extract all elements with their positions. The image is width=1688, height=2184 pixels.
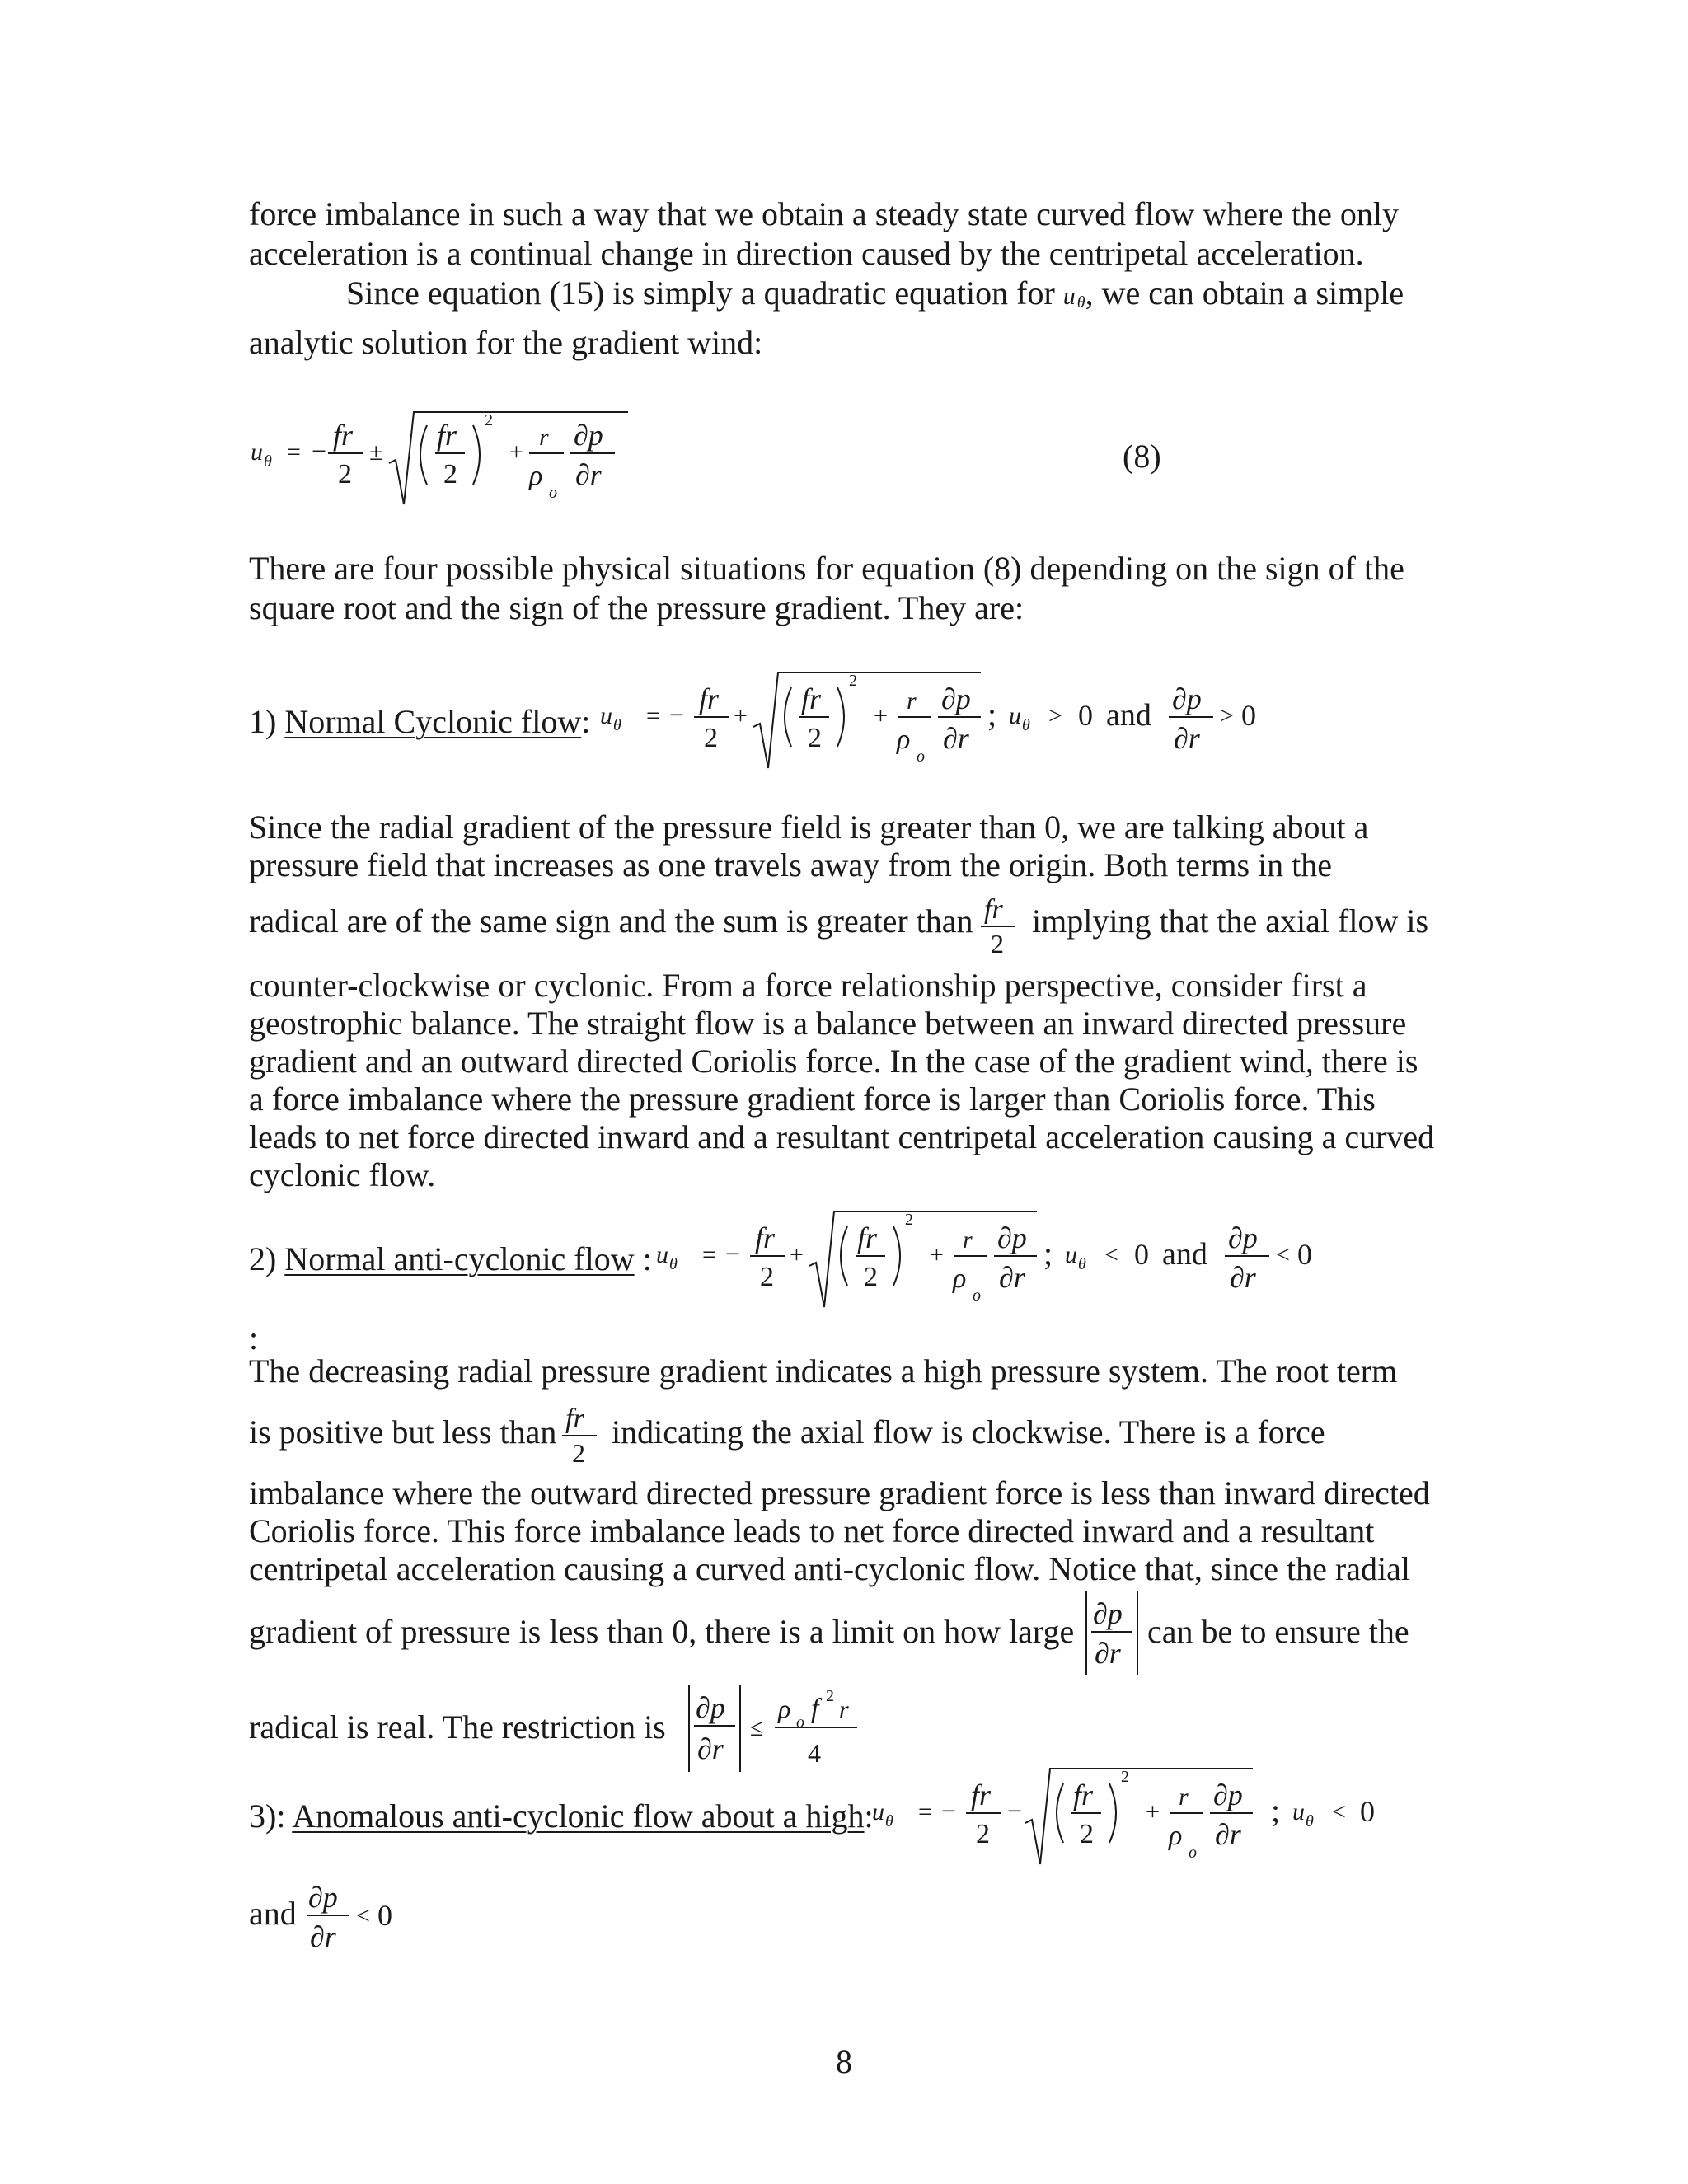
svg-text:0: 0 bbox=[1360, 1795, 1375, 1828]
equation-case-3 bbox=[872, 1755, 1391, 1871]
svg-text:+: + bbox=[874, 702, 888, 729]
svg-text:∂p: ∂p bbox=[308, 1881, 338, 1914]
svg-text:0: 0 bbox=[1241, 699, 1256, 732]
paragraph-line: acceleration is a continual change in direction caused by the centripetal acceleration. bbox=[249, 235, 1364, 272]
paragraph-line: gradient and an outward directed Coriolis force. In the case of the gradient wind, there is bbox=[249, 1043, 1418, 1080]
svg-text:2: 2 bbox=[976, 1819, 990, 1849]
svg-text:<: < bbox=[1104, 1241, 1118, 1268]
svg-text:o: o bbox=[549, 484, 557, 502]
paragraph-line: and bbox=[249, 1895, 297, 1932]
svg-text:u: u bbox=[1292, 1798, 1305, 1825]
paragraph-line: geostrophic balance. The straight flow is a balance between an inward directed pressure bbox=[249, 1005, 1407, 1042]
svg-text:r: r bbox=[1179, 1783, 1189, 1811]
equation-case-1 bbox=[600, 659, 1276, 775]
svg-text:∂r: ∂r bbox=[943, 722, 969, 755]
svg-text:<: < bbox=[356, 1902, 370, 1929]
svg-text:2: 2 bbox=[760, 1262, 774, 1292]
svg-text:2: 2 bbox=[905, 1211, 913, 1229]
svg-text:r: r bbox=[839, 1696, 849, 1723]
svg-text:θ: θ bbox=[1022, 716, 1030, 734]
svg-text:>: > bbox=[1048, 702, 1062, 729]
inline-abs-dp-dr bbox=[1081, 1587, 1144, 1678]
restriction-inequality bbox=[684, 1678, 882, 1785]
svg-text:2: 2 bbox=[864, 1262, 878, 1292]
paragraph-line: pressure field that increases as one travels away from the origin. Both terms in the bbox=[249, 846, 1333, 883]
paragraph-line: a force imbalance where the pressure gradient force is larger than Coriolis force. This bbox=[249, 1080, 1376, 1118]
svg-text:+: + bbox=[930, 1241, 944, 1268]
svg-text:o: o bbox=[917, 748, 925, 766]
svg-text:2: 2 bbox=[849, 672, 857, 690]
svg-text:∂r: ∂r bbox=[310, 1920, 336, 1953]
svg-text:fr: fr bbox=[699, 682, 720, 715]
svg-text:fr: fr bbox=[1073, 1779, 1094, 1811]
svg-text:;: ; bbox=[1271, 1792, 1281, 1829]
paragraph-line: square root and the sign of the pressure gradient. They are: bbox=[249, 589, 1025, 626]
svg-text:fr: fr bbox=[333, 419, 354, 452]
svg-text:u: u bbox=[251, 438, 263, 466]
svg-text:and: and bbox=[1162, 1237, 1207, 1272]
svg-text:ρ: ρ bbox=[897, 724, 911, 755]
paragraph-line: leads to net force directed inward and a resultant centripetal acceleration causing a curved bbox=[249, 1118, 1435, 1155]
paragraph-line: counter-clockwise or cyclonic. From a force relationship perspective, consider first a bbox=[249, 967, 1367, 1004]
svg-text:2: 2 bbox=[572, 1438, 585, 1468]
svg-text:∂r: ∂r bbox=[1215, 1818, 1241, 1851]
svg-text:fr: fr bbox=[565, 1404, 584, 1434]
inline-fraction-fr-over-2 bbox=[979, 885, 1020, 959]
svg-text:fr: fr bbox=[437, 419, 457, 452]
svg-text:2: 2 bbox=[338, 459, 352, 490]
svg-text:0: 0 bbox=[1297, 1238, 1312, 1271]
svg-text:∂p: ∂p bbox=[1172, 682, 1202, 715]
svg-text:0: 0 bbox=[1078, 699, 1093, 732]
svg-text:+: + bbox=[1146, 1798, 1160, 1825]
paragraph-line: cyclonic flow. bbox=[249, 1156, 436, 1193]
svg-text:−: − bbox=[312, 436, 327, 466]
svg-text:θ: θ bbox=[1306, 1812, 1314, 1830]
svg-text:=: = bbox=[287, 438, 301, 466]
svg-text:>: > bbox=[1220, 702, 1234, 729]
inline-fraction-fr-over-2 bbox=[560, 1394, 602, 1469]
svg-text:∂r: ∂r bbox=[697, 1732, 724, 1765]
case-3-heading: 3): Anomalous anti-cyclonic flow about a high: bbox=[249, 1797, 874, 1835]
svg-text:∂p: ∂p bbox=[696, 1691, 725, 1724]
svg-text:r: r bbox=[539, 424, 549, 451]
paragraph-line: analytic solution for the gradient wind: bbox=[249, 324, 763, 361]
equation-number: (8) bbox=[1123, 438, 1161, 475]
paragraph-line: indicating the axial flow is clockwise. There is a force bbox=[612, 1413, 1325, 1451]
svg-text:0: 0 bbox=[1134, 1238, 1149, 1271]
svg-text:∂p: ∂p bbox=[941, 682, 971, 715]
svg-text:2: 2 bbox=[991, 929, 1004, 958]
svg-text:∂r: ∂r bbox=[1174, 722, 1200, 755]
paragraph-line: gradient of pressure is less than 0, there is a limit on how large bbox=[249, 1613, 1075, 1650]
svg-text:∂r: ∂r bbox=[575, 458, 602, 491]
svg-text:∂p: ∂p bbox=[1213, 1779, 1243, 1811]
equation-case-2 bbox=[656, 1198, 1332, 1314]
svg-text:o: o bbox=[973, 1286, 981, 1305]
paragraph-line: Coriolis force. This force imbalance leads to net force directed inward and a resultant bbox=[249, 1512, 1375, 1549]
svg-text:∂p: ∂p bbox=[574, 419, 603, 452]
paragraph-line: force imbalance in such a way that we obtain a steady state curved flow where the only bbox=[249, 195, 1400, 232]
svg-text:0: 0 bbox=[377, 1899, 392, 1932]
paragraph-line: The decreasing radial pressure gradient indicates a high pressure system. The root term bbox=[249, 1352, 1398, 1390]
svg-text:∂r: ∂r bbox=[1095, 1637, 1121, 1670]
svg-text:2: 2 bbox=[485, 411, 493, 429]
page-number: 8 bbox=[836, 2043, 852, 2080]
case-1-heading: 1) Normal Cyclonic flow: bbox=[249, 703, 591, 740]
svg-text:fr: fr bbox=[755, 1221, 776, 1254]
svg-text:θ: θ bbox=[613, 716, 621, 734]
svg-text:r: r bbox=[963, 1226, 973, 1254]
svg-text:≤: ≤ bbox=[750, 1714, 764, 1741]
svg-text:∂p: ∂p bbox=[1228, 1221, 1258, 1254]
svg-text:ρ: ρ bbox=[1169, 1821, 1183, 1851]
svg-text:;: ; bbox=[1043, 1235, 1053, 1272]
equation-8 bbox=[239, 396, 651, 511]
svg-text:−: − bbox=[941, 1796, 957, 1825]
svg-text:<: < bbox=[1276, 1241, 1290, 1268]
svg-text:∂r: ∂r bbox=[1230, 1261, 1256, 1294]
svg-text:+: + bbox=[790, 1241, 804, 1268]
svg-text:u: u bbox=[1009, 702, 1021, 729]
svg-text:u: u bbox=[656, 1241, 668, 1268]
stray-colon: : bbox=[249, 1319, 259, 1357]
svg-text:+: + bbox=[734, 702, 748, 729]
svg-text:2: 2 bbox=[443, 459, 457, 490]
svg-text:fr: fr bbox=[801, 682, 822, 715]
svg-text:u: u bbox=[600, 702, 612, 729]
svg-text:fr: fr bbox=[857, 1221, 878, 1254]
paragraph-line: There are four possible physical situations for equation (8) depending on the sign of the bbox=[249, 550, 1404, 587]
svg-text:ρ: ρ bbox=[529, 461, 543, 491]
svg-text:∂p: ∂p bbox=[997, 1221, 1027, 1254]
svg-text:−: − bbox=[725, 1239, 741, 1268]
paragraph-line: Since equation (15) is simply a quadratic equation for u $_\theta$, we can obtain a simple bbox=[346, 274, 1404, 312]
svg-text:−: − bbox=[1007, 1796, 1023, 1825]
svg-text:2: 2 bbox=[826, 1687, 834, 1705]
svg-text:o: o bbox=[1189, 1844, 1197, 1862]
svg-text:2: 2 bbox=[1121, 1768, 1129, 1786]
svg-text:ρ: ρ bbox=[953, 1263, 967, 1294]
svg-text:∂r: ∂r bbox=[999, 1261, 1025, 1294]
paragraph-line: implying that the axial flow is bbox=[1032, 902, 1429, 940]
paragraph-line: centripetal acceleration causing a curved anti-cyclonic flow. Notice that, since the radial bbox=[249, 1550, 1410, 1587]
svg-text:;: ; bbox=[987, 696, 997, 733]
svg-text:θ: θ bbox=[1078, 1255, 1086, 1273]
svg-text:−: − bbox=[669, 700, 685, 729]
svg-text:and: and bbox=[1106, 698, 1151, 733]
paragraph-line: radical are of the same sign and the sum is greater than bbox=[249, 902, 973, 940]
svg-text:=: = bbox=[918, 1798, 932, 1825]
paragraph-line: can be to ensure the bbox=[1147, 1613, 1409, 1650]
svg-text:u: u bbox=[1065, 1241, 1077, 1268]
svg-text:θ: θ bbox=[264, 452, 272, 471]
svg-text:<: < bbox=[1332, 1798, 1346, 1825]
svg-text:o: o bbox=[796, 1713, 804, 1732]
svg-text:f: f bbox=[811, 1694, 819, 1724]
svg-text:=: = bbox=[646, 702, 660, 729]
paragraph-line: is positive but less than bbox=[249, 1413, 557, 1451]
svg-text:±: ± bbox=[369, 438, 383, 466]
svg-text:fr: fr bbox=[971, 1779, 992, 1811]
svg-text:θ: θ bbox=[669, 1255, 678, 1273]
paragraph-line: Since the radial gradient of the pressure field is greater than 0, we are talking about a bbox=[249, 808, 1369, 846]
svg-text:fr: fr bbox=[984, 894, 1003, 925]
svg-text:u: u bbox=[872, 1798, 884, 1825]
svg-text:=: = bbox=[702, 1241, 716, 1268]
svg-text:ρ: ρ bbox=[778, 1694, 791, 1723]
svg-text:2: 2 bbox=[1080, 1819, 1094, 1849]
paragraph-line: imbalance where the outward directed pressure gradient force is less than inward directed bbox=[249, 1474, 1430, 1511]
svg-text:2: 2 bbox=[808, 723, 822, 753]
svg-text:2: 2 bbox=[704, 723, 718, 753]
svg-text:4: 4 bbox=[808, 1738, 821, 1768]
inline-dp-dr-lt-0 bbox=[303, 1871, 402, 1961]
svg-text:+: + bbox=[509, 438, 523, 466]
svg-text:∂p: ∂p bbox=[1093, 1597, 1123, 1630]
svg-text:r: r bbox=[907, 687, 917, 715]
svg-text:θ: θ bbox=[885, 1812, 893, 1830]
case-2-heading: 2) Normal anti-cyclonic flow : bbox=[249, 1240, 652, 1277]
paragraph-line: radical is real. The restriction is bbox=[249, 1708, 666, 1746]
